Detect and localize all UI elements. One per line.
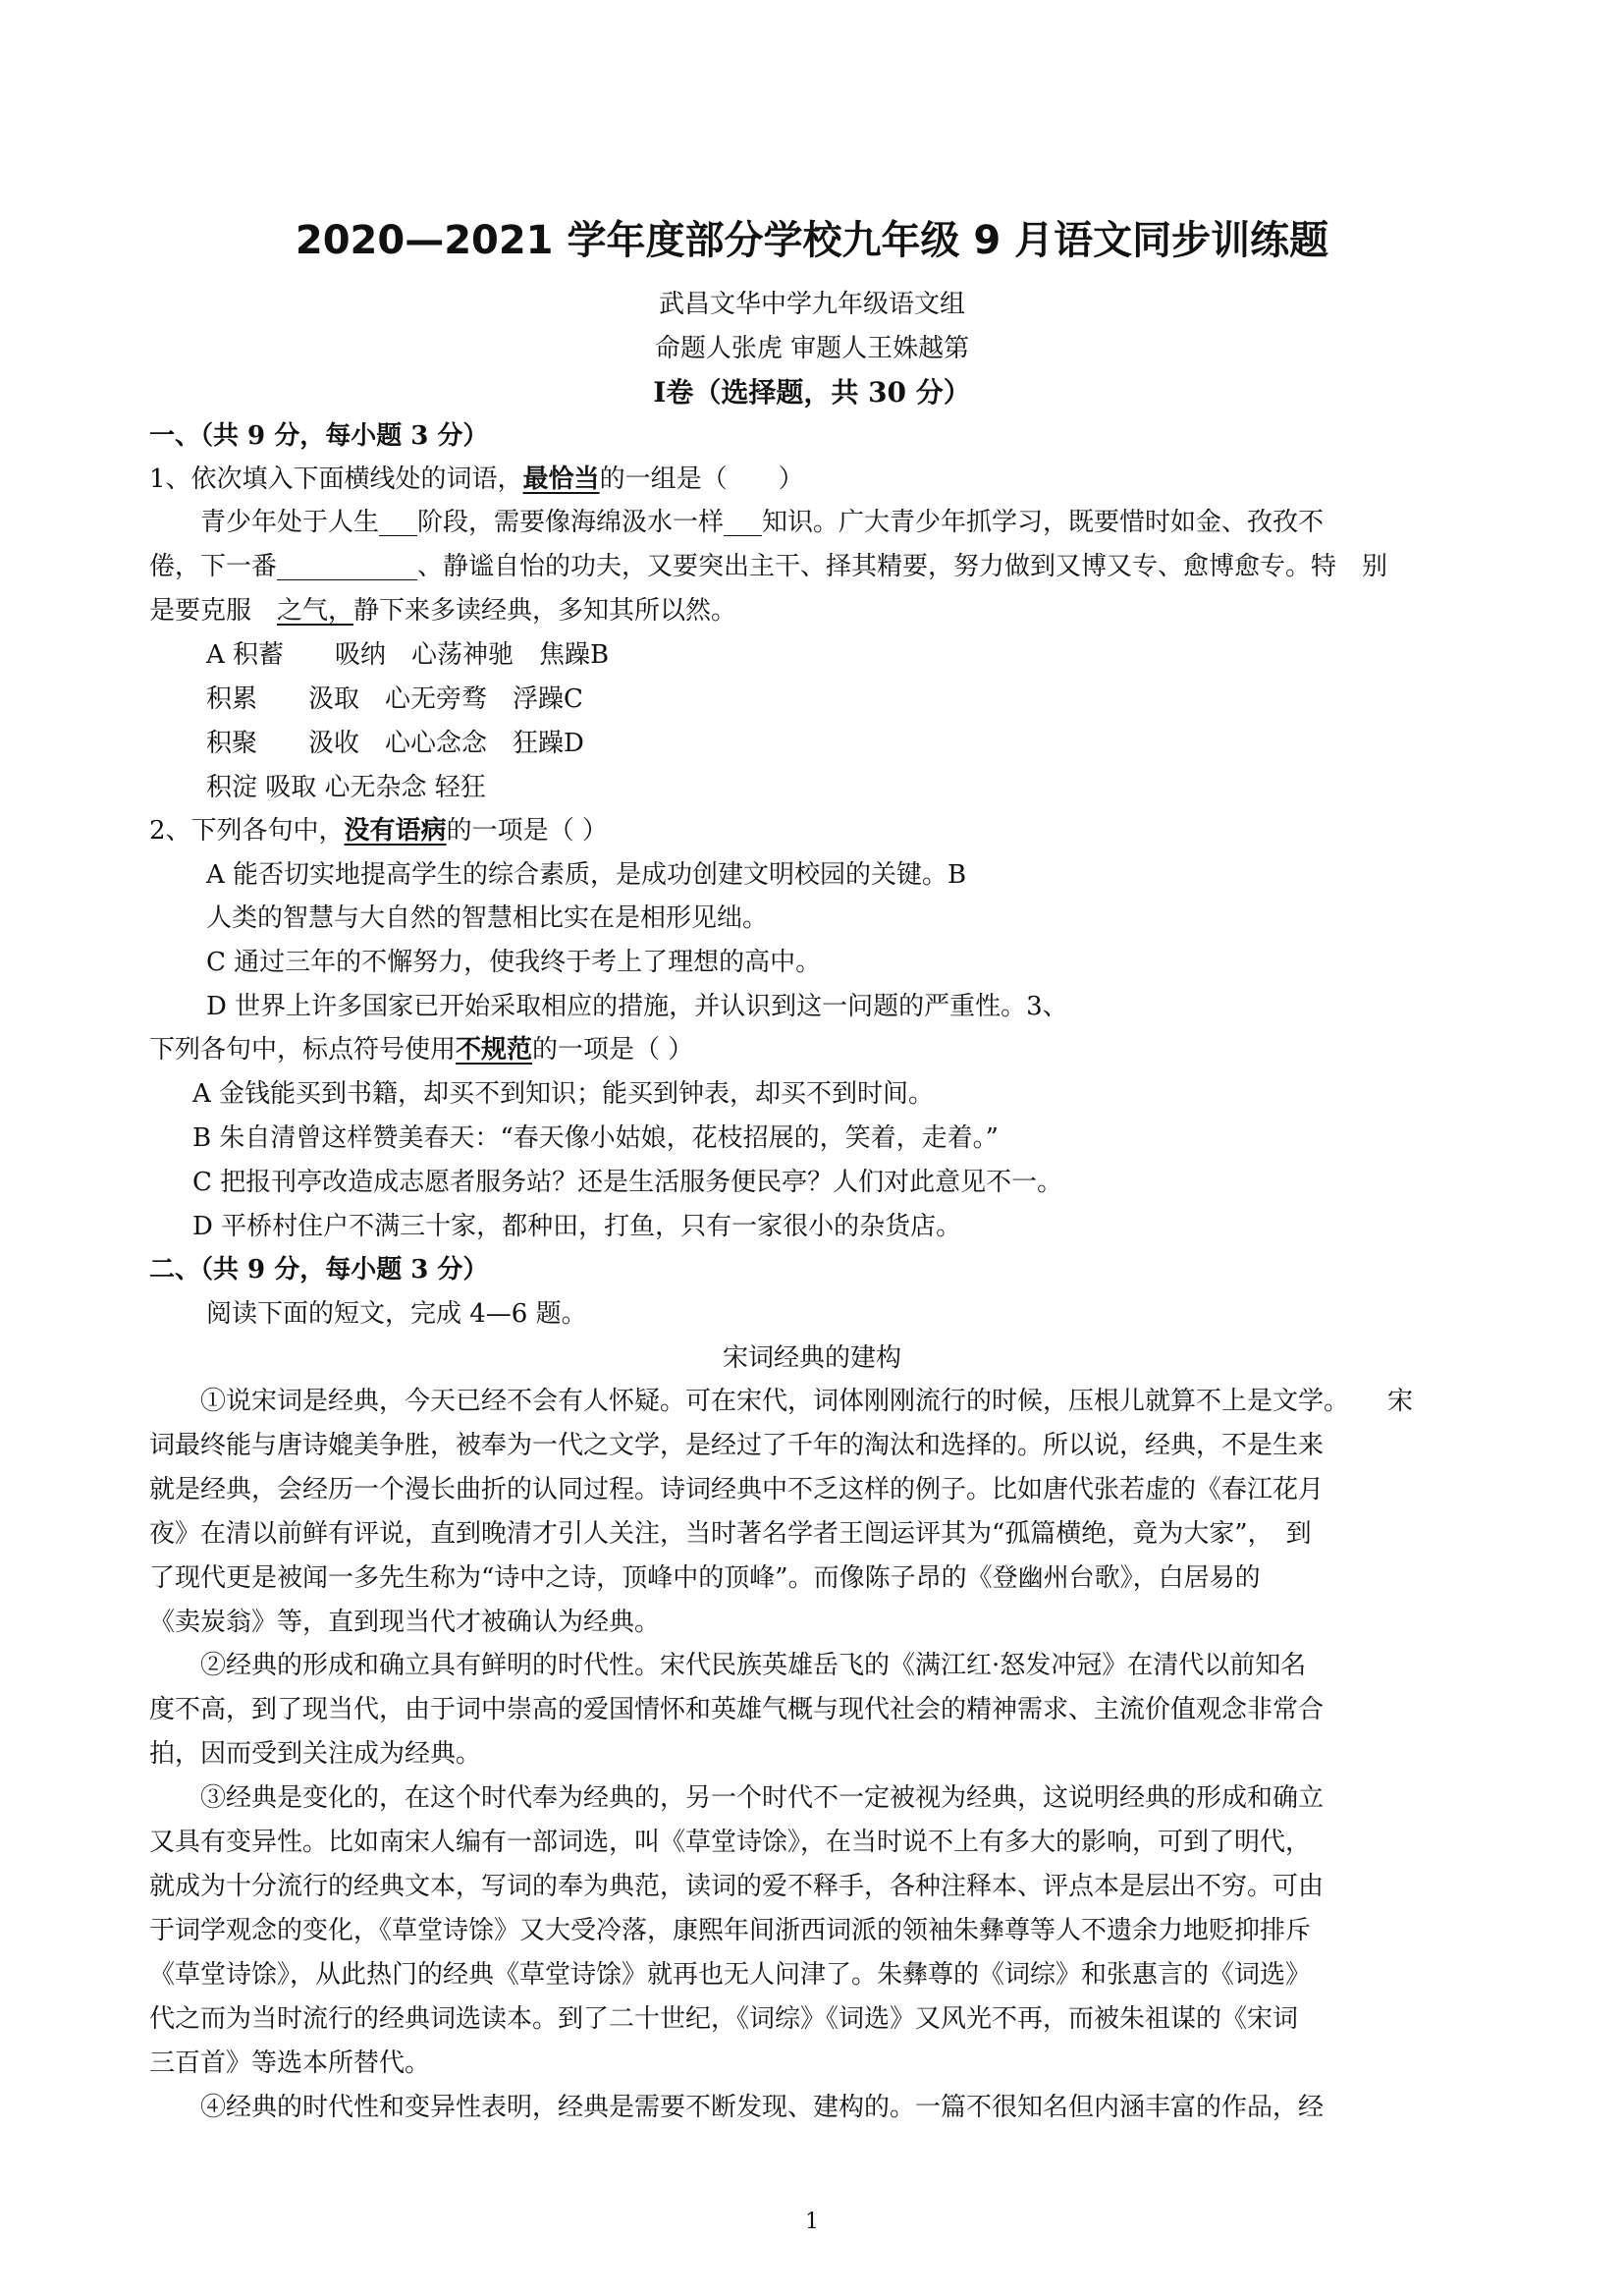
q1-option-line-4: 积淀 吸取 心无杂念 轻狂 (206, 773, 486, 802)
q3-stem-part-b: 的一项是（ ） (532, 1035, 694, 1065)
q2-option-a: A 能否切实地提高学生的综合素质，是成功创建文明校园的关键。B (206, 860, 967, 890)
q1-option-line-2: 积累 汲取 心无旁骛 浮躁C (206, 684, 583, 714)
article-line: 《草堂诗馀》，从此热门的经典《草堂诗馀》就再也无人问津了。朱彝尊的《词综》和张惠言的《词选》 (149, 1960, 1312, 1990)
school-line: 武昌文华中学九年级语文组 (658, 290, 965, 319)
q1-passage-line-1: 青少年处于人生___阶段，需要像海绵汲水一样___知识。广大青少年抓学习，既要惜时如金、孜孜不 (200, 508, 1325, 537)
article-line: 代之而为当时流行的经典词选读本。到了二十世纪，《词综》《词选》又风光不再，而被朱祖谋的《宋词 (149, 2004, 1299, 2034)
article-line: 三百首》等选本所替代。 (149, 2049, 431, 2078)
article-line: ①说宋词是经典，今天已经不会有人怀疑。可在宋代，词体刚刚流行的时候，压根儿就算不上是文学。 宋 (200, 1387, 1414, 1416)
q1-passage-underlined: 之气， (277, 596, 354, 626)
article-line: 就成为十分流行的经典文本，写词的奉为典范，读词的爱不释手，各种注释本、评点本是层出不穷。可由 (149, 1872, 1325, 1901)
q3-stem-part-a: 下列各句中，标点符号使用 (149, 1035, 457, 1065)
paper-part-heading: Ⅰ卷（选择题，共 30 分） (653, 376, 971, 409)
q3-stem-emphasis: 不规范 (456, 1035, 533, 1065)
q2-option-d: D 世界上许多国家已开始采取相应的措施，并认识到这一问题的严重性。3、 (206, 992, 1068, 1021)
article-line: 度不高，到了现当代，由于词中崇高的爱国情怀和英雄气概与现代社会的精神需求、主流价值观念非常合 (149, 1695, 1325, 1724)
article-line: 于词学观念的变化，《草堂诗馀》又大受冷落，康熙年间浙西词派的领袖朱彝尊等人不遗余力地贬抑排斥 (149, 1916, 1312, 1945)
article-line: 夜》在清以前鲜有评说，直到晚清才引人关注，当时著名学者王闿运评其为“孤篇横绝，竟为大家”， 到 (149, 1519, 1312, 1549)
q1-option-line-3: 积聚 汲收 心心念念 狂躁D (206, 729, 584, 758)
article-line: 词最终能与唐诗媲美争胜，被奉为一代之文学，是经过了千年的淘汰和选择的。所以说，经典，不是生来 (149, 1431, 1325, 1460)
article-title: 宋词经典的建构 (722, 1343, 901, 1373)
q2-option-c: C 通过三年的不懈努力，使我终于考上了理想的高中。 (206, 948, 822, 977)
q3-option-d: D 平桥村住户不满三十家，都种田，打鱼，只有一家很小的杂货店。 (192, 1212, 962, 1241)
article-line: ③经典是变化的，在这个时代奉为经典的，另一个时代不一定被视为经典，这说明经典的形成和确立 (200, 1783, 1325, 1813)
exam-title: 2020—2021 学年度部分学校九年级 9 月语文同步训练题 (295, 218, 1329, 263)
q3-option-a: A 金钱能买到书籍，却买不到知识；能买到钟表，却买不到时间。 (192, 1079, 935, 1109)
authors-line: 命题人张虎 审题人王姝越第 (654, 334, 970, 363)
q3-option-c: C 把报刊亭改造成志愿者服务站？还是生活服务便民亭？人们对此意见不一。 (192, 1168, 1063, 1197)
article-line: 《卖炭翁》等，直到现当代才被确认为经典。 (149, 1608, 661, 1637)
article-line: ②经典的形成和确立具有鲜明的时代性。宋代民族英雄岳飞的《满江红·怒发冲冠》在清代以前知名 (200, 1651, 1307, 1680)
q1-passage-line-2: 倦，下一番___________、静谧自怡的功夫，又要突出主干、择其精要，努力做到又博又专、愈博愈专。特 别 (149, 552, 1388, 581)
q1-stem (149, 463, 804, 496)
q1-stem-part-b: 的一组是（ ） (599, 464, 804, 494)
q1-passage-line-3 (149, 594, 736, 628)
q1-passage-line-3a: 是要克服 (149, 596, 278, 626)
section2-intro: 阅读下面的短文，完成 4—6 题。 (206, 1299, 587, 1329)
q1-option-line-1: A 积蓄 吸纳 心荡神驰 焦躁B (206, 640, 610, 670)
article-line: 了现代更是被闻一多先生称为“诗中之诗，顶峰中的顶峰”。而像陈子昂的《登幽州台歌》，白居易的 (149, 1563, 1261, 1593)
q1-stem-part-a: 1、依次填入下面横线处的词语， (149, 464, 523, 494)
article-line: 拍，因而受到关注成为经典。 (149, 1739, 482, 1769)
article-line: 就是经典，会经历一个漫长曲折的认同过程。诗词经典中不乏这样的例子。比如唐代张若虚的《春江花月 (149, 1475, 1325, 1504)
q2-stem-emphasis: 没有语病 (344, 816, 447, 846)
q2-stem-part-a: 2、下列各句中， (149, 816, 345, 846)
q3-stem (149, 1033, 693, 1066)
q2-stem-part-b: 的一项是（ ） (446, 816, 608, 846)
section1-heading: 一、（共 9 分，每小题 3 分） (149, 421, 489, 451)
q1-passage-line-3b: 静下来多读经典，多知其所以然。 (353, 596, 737, 626)
section2-heading: 二、（共 9 分，每小题 3 分） (149, 1255, 489, 1284)
q2-stem (149, 814, 608, 847)
page-number: 1 (805, 2210, 819, 2234)
q1-stem-emphasis: 最恰当 (522, 464, 600, 494)
article-line: ④经典的时代性和变异性表明，经典是需要不断发现、建构的。一篇不很知名但内涵丰富的作品，经 (200, 2093, 1325, 2122)
q2-option-b: 人类的智慧与大自然的智慧相比实在是相形见绌。 (206, 903, 769, 933)
q3-option-b: B 朱自清曾这样赞美春天：“春天像小姑娘，花枝招展的，笑着，走着。” (192, 1123, 999, 1153)
article-line: 又具有变异性。比如南宋人编有一部词选，叫《草堂诗馀》，在当时说不上有多大的影响，可到了明代， (149, 1828, 1312, 1857)
